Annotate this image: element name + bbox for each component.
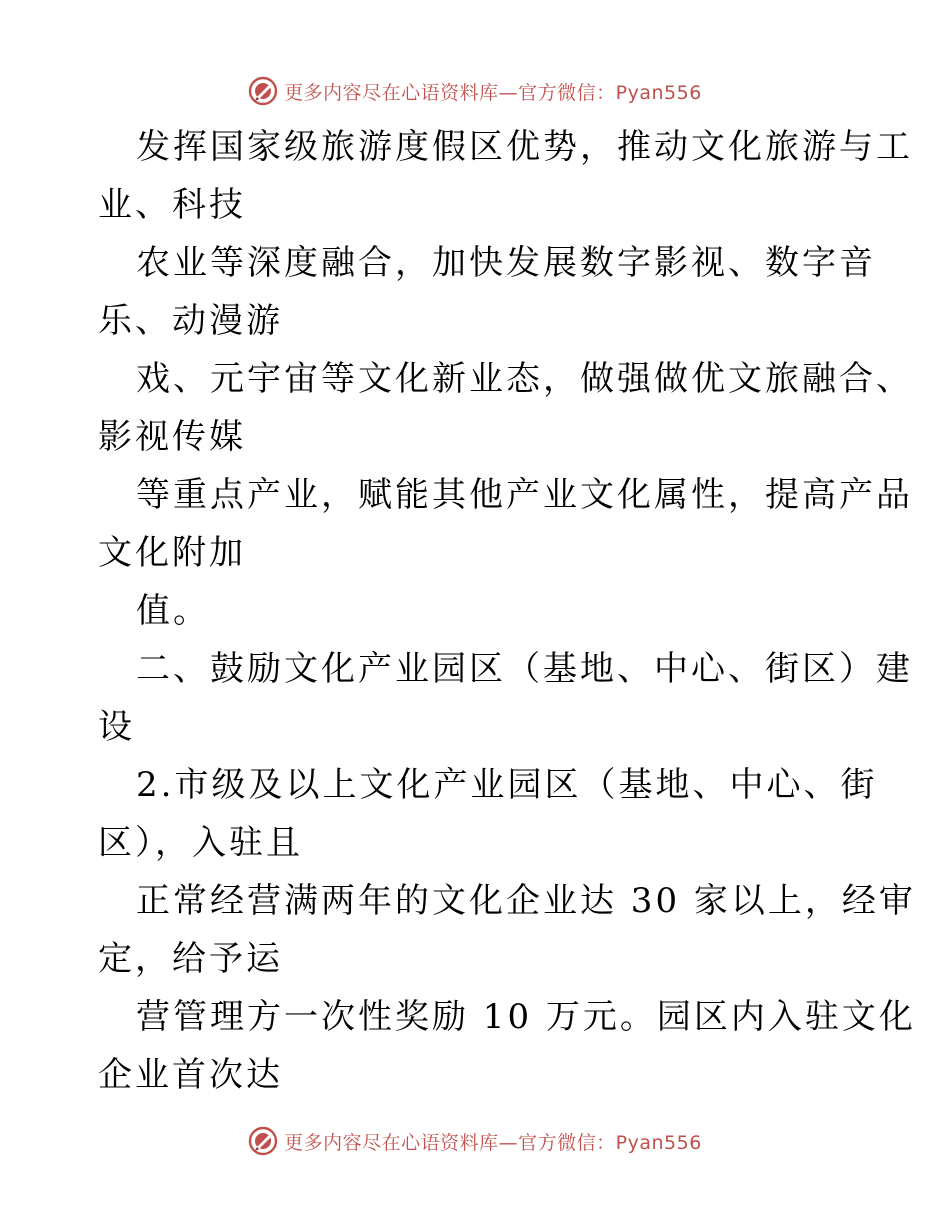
text-line: 定，给予运	[98, 939, 283, 979]
text-line: 等重点产业，赋能其他产业文化属性，提高产品	[136, 475, 913, 515]
text-line: 发挥国家级旅游度假区优势，推动文化旅游与工	[136, 127, 913, 167]
text-line: 设	[98, 707, 135, 747]
text-line: 乐、动漫游	[98, 301, 283, 341]
text-line: 影视传媒	[98, 417, 246, 457]
watermark-text: 更多内容尽在心语资料库—官方微信：Pyan556	[284, 1131, 702, 1154]
text-line: 业、科技	[98, 185, 246, 225]
text-line: 戏、元宇宙等文化新业态，做强做优文旅融合、	[136, 359, 913, 399]
footer-watermark	[0, 1124, 950, 1158]
red-pen-seal-icon	[248, 76, 278, 106]
text-line: 文化附加	[98, 533, 246, 573]
text-line: 值。	[136, 591, 210, 631]
section-heading: 二、鼓励文化产业园区（基地、中心、街区）建	[136, 649, 913, 689]
header-watermark	[0, 74, 950, 108]
text-line: 2.市级及以上文化产业园区（基地、中心、街	[136, 765, 878, 805]
text-line: 正常经营满两年的文化企业达 30 家以上，经审	[136, 881, 916, 921]
text-line: 农业等深度融合，加快发展数字影视、数字音	[136, 243, 876, 283]
text-line: 营管理方一次性奖励 10 万元。园区内入驻文化	[136, 997, 916, 1037]
watermark-text: 更多内容尽在心语资料库—官方微信：Pyan556	[284, 81, 702, 104]
text-line: 区），入驻且	[98, 823, 303, 863]
text-line: 企业首次达	[98, 1055, 283, 1095]
red-pen-seal-icon	[248, 1126, 278, 1156]
